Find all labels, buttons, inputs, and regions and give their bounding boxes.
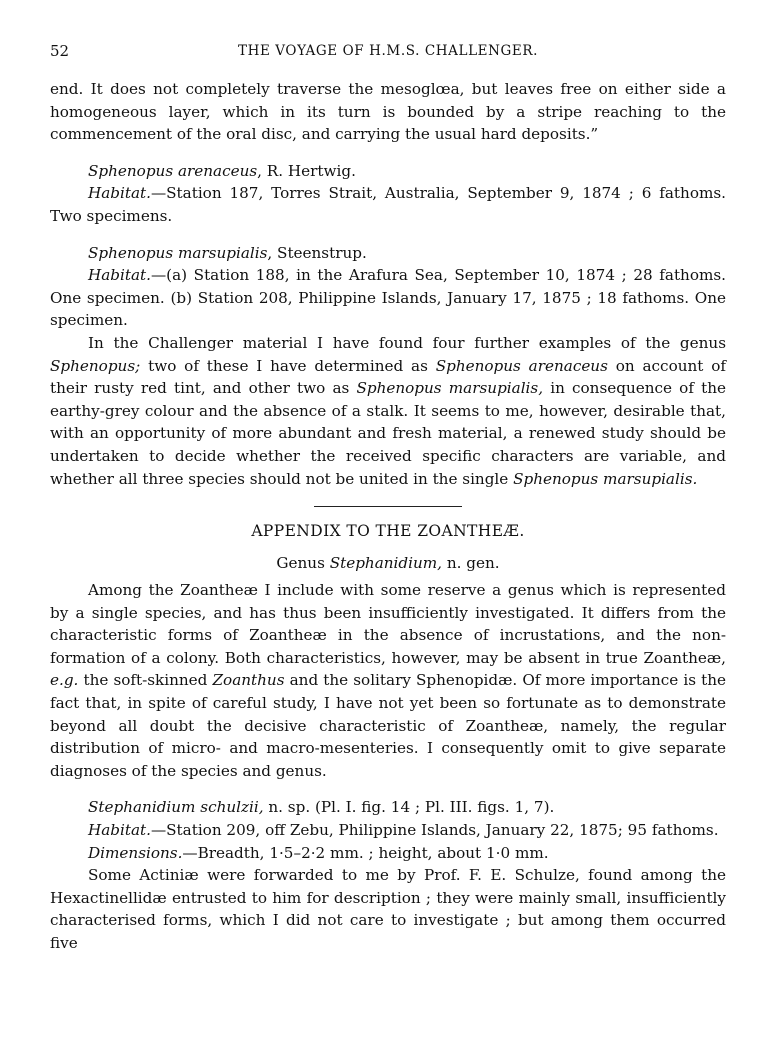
text-run: two of these I have determined as	[140, 356, 436, 375]
species-name: Sphenopus arenaceus	[88, 161, 258, 180]
page-body	[50, 78, 726, 955]
dimensions-schulzii	[50, 842, 726, 865]
habitat-text: —Station 209, off Zebu, Philippine Islands, January 22, 1875; 95 fathoms.	[150, 821, 719, 840]
dimensions-label: Dimensions.	[88, 843, 183, 862]
habitat-schulzii	[50, 819, 726, 842]
species-author: n. sp. (Pl. I. fig. 14 ; Pl. III. figs. 1, 7).	[263, 798, 555, 817]
section-divider	[314, 506, 462, 507]
habitat-arenaceus	[50, 182, 726, 227]
habitat-label: Habitat.	[88, 266, 151, 285]
challenger-paragraph	[50, 332, 726, 490]
species-heading-schulzii	[50, 796, 726, 819]
appendix-title: APPENDIX TO THE ZOANTHEÆ.	[251, 522, 525, 541]
italic-run: Sphenopus marsupialis,	[356, 379, 544, 398]
species-heading-marsupialis	[50, 242, 726, 265]
species-heading-arenaceus	[50, 160, 726, 183]
habitat-label: Habitat.	[88, 821, 151, 840]
habitat-marsupialis	[50, 264, 726, 332]
habitat-text: —(a) Station 188, in the Arafura Sea, September 10, 1874 ; 28 fathoms. One specimen. (b) Station 208, Philippine Islands, January 17, 1875 ; 18 fathoms. One specimen.	[50, 266, 726, 330]
italic-run: Zoanthus	[212, 671, 285, 690]
page-header	[50, 42, 726, 64]
italic-run: Sphenopus;	[50, 356, 141, 375]
italic-run: Sphenopus arenaceus	[435, 356, 608, 375]
species-name: Stephanidium schulzii,	[88, 798, 264, 817]
species-author: , R. Hertwig.	[257, 161, 356, 180]
dimensions-text: —Breadth, 1·5–2·2 mm. ; height, about 1·0 mm.	[182, 843, 549, 862]
text-run: the soft-skinned	[78, 671, 213, 690]
text-run: on account of their rusty red tint, and other two as	[50, 356, 726, 398]
page-number: 52	[50, 42, 70, 60]
text-run: and the solitary Sphenopidæ. Of more importance is the fact that, in spite of careful study, I have not yet been so fortunate as to demonstrate beyond all doubt the decisive characteristic of Zoantheæ, namely, the regular distribution of micro- and macro-mesenteries. I consequently omit to give separate diagnoses of the species and genus.	[50, 671, 726, 780]
genus-suffix: n. gen.	[442, 554, 500, 573]
final-paragraph: Some Actiniæ were forwarded to me by Prof. F. E. Schulze, found among the Hexactinellidæ entrusted to him for description ; they were mainly small, insufficiently characterised forms, which I did not care to investigate ; but among them occurred five	[50, 866, 726, 952]
text-run: in consequence of the earthy-grey colour and the absence of a stalk. It seems to me, however, desirable that, with an opportunity of more abundant and fresh material, a renewed study should be undertaken to decide whether the received specific characters are variable, and whether all three species should not be united in the single	[50, 379, 726, 488]
italic-run: e.g.	[50, 671, 79, 690]
habitat-label: Habitat.	[88, 184, 151, 203]
continued-paragraph: end. It does not completely traverse the mesoglœa, but leaves free on either side a homogeneous layer, which in its turn is bounded by a stripe reaching to the commencement of the oral disc, and carrying the usual hard deposits.”	[50, 80, 726, 144]
italic-run: Sphenopus marsupialis.	[513, 469, 698, 488]
text-run: Among the Zoantheæ I include with some reserve a genus which is represented by a single species, and has thus been insufficiently investigated. It differs from the characteristic forms of Zoantheæ in the absence of incrustations, and the non-formation of a colony. Both characteristics, however, may be absent in true Zoantheæ,	[50, 581, 726, 667]
habitat-text: —Station 187, Torres Strait, Australia, September 9, 1874 ; 6 fathoms. Two specimens.	[50, 184, 726, 225]
species-author: , Steenstrup.	[267, 243, 367, 262]
text-run: In the Challenger material I have found four further examples of the genus	[88, 333, 726, 352]
genus-name: Stephanidium,	[329, 554, 442, 573]
species-name: Sphenopus marsupialis	[88, 243, 268, 262]
genus-prefix: Genus	[276, 554, 330, 573]
genus-title	[50, 551, 726, 575]
zoantheae-paragraph	[50, 579, 726, 782]
running-title: THE VOYAGE OF H.M.S. CHALLENGER.	[237, 43, 539, 59]
